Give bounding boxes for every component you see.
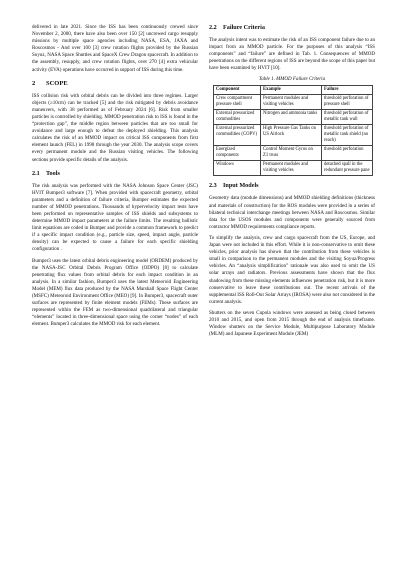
subsection-heading-failure-criteria	[209, 24, 375, 32]
table-row	[214, 125, 373, 146]
table-cell: Crew compartment pressure shell	[214, 95, 261, 110]
subsection-number: 2.1	[32, 169, 40, 177]
table-cell: Permanent modules and visiting vehicles	[261, 161, 322, 176]
subsection-title: Tools	[46, 169, 60, 177]
subsection-number: 2.3	[209, 182, 217, 190]
section-title: SCOPE	[46, 79, 68, 87]
table-header-row	[214, 86, 373, 95]
right-column	[209, 24, 375, 342]
table-cell: threshold perforation	[322, 146, 373, 161]
failure-criteria-table	[213, 85, 373, 176]
table-cell: Windows	[214, 161, 261, 176]
table-row	[214, 146, 373, 161]
table-header-cell: Failure	[322, 86, 373, 95]
left-column	[32, 24, 198, 332]
table-cell: threshold perforation of metallic tank wall	[322, 110, 373, 125]
table-cell: threshold perforation of metallic tank shield (no reach)	[322, 125, 373, 146]
intro-paragraph: delivered in late 2021. Since the ISS has been continuously crewed since November 2, 2000, there have also been over 150 [2] uncrewed cargo resupply missions by multiple space agencies including NASA, ESA, JAXA and Roscosmos - And over 100 [3] crew rotation flights provided by the Russian Soyuz, NASA Space Shuttles and SpaceX Crew Dragon spacecraft. In addition to the assembly, resupply, and crew rotation flights, over 270 [4] extra vehicular activity (EVA) operations have occurred in support of ISS during this time.	[32, 24, 198, 73]
tools-paragraph-1: The risk analysis was performed with the NASA Johnson Space Center (JSC) HVIT Bumper3 software [7]. When provided with spacecraft geometry, orbital parameters and a definition of failure criteria, Bumper estimates the expected number of MMOD penetrations. Thousands of hypervelocity impact tests have been performed on representative samples of ISS shields and subsystems to determine MMOD impact parameters at the failure limits. The resulting ballistic limit equations are coded in Bumper and provide a common framework to predict if a specific impact condition (e.g., particle size, speed, impact angle, particle density) can be expected to cause a failure for each specific shielding configuration .	[32, 182, 198, 253]
section-heading-scope	[32, 80, 198, 88]
subsection-heading-input-models	[209, 182, 375, 190]
subsection-heading-tools	[32, 170, 198, 178]
table-row	[214, 95, 373, 110]
table-header-cell: Example	[261, 86, 322, 95]
table-header-cell: Component	[214, 86, 261, 95]
input-paragraph-1: Geometry data (module dimensions) and MMOD shielding definitions (thickness and materials of construction) for the ROS modules were provided in a series of bilateral technical interchange meetings between NASA and Roscosmos. Similar data for the USOS modules and components were generally sourced from contractor MMOD requirements compliance reports.	[209, 195, 375, 230]
table-cell: External pressurized commodities	[214, 110, 261, 125]
table-cell: Nitrogen and ammonia tanks	[261, 110, 322, 125]
section-number: 2	[32, 79, 36, 87]
scope-paragraph: ISS collision risk with orbital debris can be divided into three regimes. Larger objects (≥10cm) can be tracked [5] and the risk mitigated by debris avoidance maneuvers, with 38 performed as of February 2024 [6]. Risk from smaller particles is controlled by shielding. MMOD penetration risk to ISS is found in the “protection gap”, the middle region between particles that are too small for avoidance and large enough to defeat the deployed shielding. This analysis calculates the risk of an MMOD impact on critical ISS components from first element launch (FEL) in 1998 through the year 2030. The analysis scope covers every permanent module and the Russian visiting vehicles. The following sections provide specific details of the analysis.	[32, 92, 198, 163]
table-row	[214, 110, 373, 125]
table-cell: Energized components	[214, 146, 261, 161]
subsection-title: Input Models	[223, 182, 259, 190]
subsection-title: Failure Criteria	[223, 24, 265, 31]
tools-paragraph-2: Bumper3 uses the latest orbital debris engineering model (ORDEM) produced by the NASA-JSC Orbital Debris Program Office (ODPO) [8] to calculate penetrating flux values from orbital debris for each impact condition in an analysis. In a similar fashion, Bumper3 uses the latest Meteoroid Engineering Model (MEM) flux data produced by the NASA Marshall Space Flight Center (MSFC) Meteoroid Environment Office (MEO) [9]. In Bumper3, spacecraft outer surfaces are represented by finite element models (FEMs). These surfaces are represented within the FEM as two-dimensional quadrilateral and triangular “elements” located in three-dimensional space using the corner “nodes” of each element. Bumper3 calculates the MMOD risk for each element.	[32, 257, 198, 328]
input-paragraph-3: Shutters on the seven Cupola windows were assessed as being closed between 2010 and 2015, and open from 2015 through the end of analysis timeframe. Window shutters on the Service Module, Multipurpose Laboratory Module (MLM) and Japanese Experiment Module (JEM)	[209, 309, 375, 338]
table-cell: High Pressure Gas Tanks on US Airlock	[261, 125, 322, 146]
failure-paragraph: The analysis intent was to estimate the risk of an ISS component failure due to an impact from an MMOD particle. For the purposes of this analysis “ISS components” and “failure” are defined in Tab. 1. Consequences of MMOD penetrations on the different regions of ISS are beyond the scope of this paper but have been examined by HVIT [10].	[209, 37, 375, 72]
input-paragraph-2: To simplify the analysis, crew and cargo spacecraft from the US, Europe, and Japan were not included in this effort. While it is non-conservative to omit these vehicles, prior analysis has shown that the contribution from these vehicles is small in comparison to the permanent modules and the visiting Soyuz/Progress vehicles. An “analysis simplification” rationale was also used to omit the US solar arrays and radiators. Previous assessments have shown that the flux shadowing from these missing elements influences penetration risk, but it is more conservative to leave these contributions out. The recent arrivals of the supplemental ISS Roll-Out Solar Arrays (IROSA) were also not considered in the current analysis.	[209, 234, 375, 305]
table-caption: Table 1. MMOD Failure Criteria	[258, 77, 326, 83]
table-cell: threshold perforation of pressure shell	[322, 95, 373, 110]
table-row	[214, 161, 373, 176]
table-cell: External pressurized commodities (COPV)	[214, 125, 261, 146]
table-cell: detached spall in the redundant pressure pane	[322, 161, 373, 176]
table-cell: Control Moment Gyros on Z1 truss	[261, 146, 322, 161]
table-cell: Permanent modules and visiting vehicles	[261, 95, 322, 110]
subsection-number: 2.2	[209, 24, 217, 31]
